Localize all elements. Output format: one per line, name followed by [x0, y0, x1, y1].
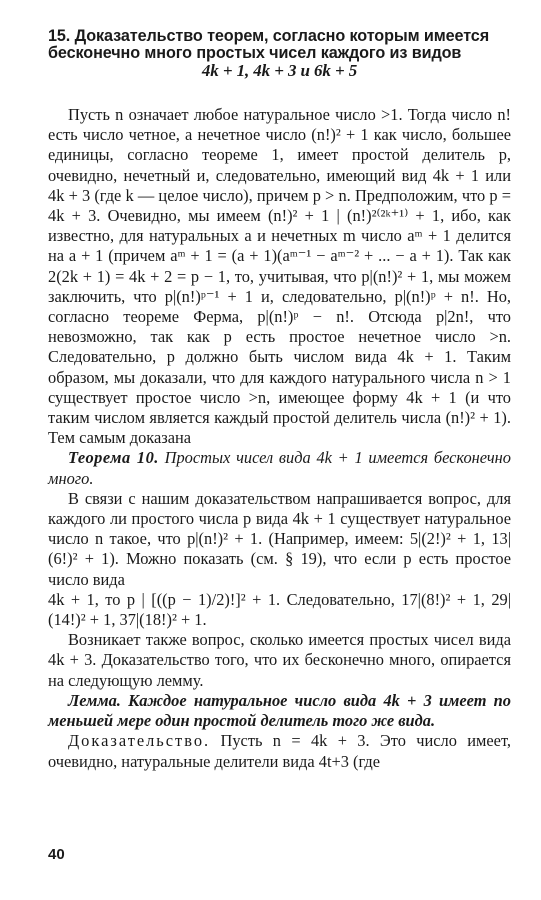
paragraph-formula: 4k + 1, то p | [((p − 1)/2)!]² + 1. Следовательно, 17|(8!)² + 1, 29|(14!)² + 1, 37|(18!)² + 1.: [48, 589, 511, 630]
heading-line-3: 4k + 1, 4k + 3 и 6k + 5: [201, 61, 358, 80]
section-heading: [48, 28, 511, 79]
lemma: [48, 691, 511, 731]
theorem-text: Простых чисел вида 4k + 1 имеется бесконечно много.: [48, 448, 511, 488]
page-number: 40: [48, 846, 65, 863]
paragraph-proof-4k1: Пусть n означает любое натуральное число >1. Тогда число n! есть число четное, а нечетное число (n!)² + 1 как число, большее единицы, согласно теореме 1, имеет простой делитель p, очевидно, нечетный и, следовательно, имеющий вид 4k + 1 или 4k + 3 (где k — целое число), причем p > n. Предположим, что p = 4k + 3. Очевидно, мы имеем (n!)² + 1 | (n!)²⁽²ᵏ⁺¹⁾ + 1, ибо, как известно, для натуральных a и нечетных m число aᵐ + 1 делится на a + 1 (причем aᵐ + 1 = (a + 1)(aᵐ⁻¹ − aᵐ⁻² + ... − a + 1). Так как 2(2k + 1) = 4k + 2 = p − 1, то, учитывая, что p|(n!)² + 1, мы можем заключить, что p|(n!)ᵖ⁻¹ + 1 и, следовательно, p|(n!)ᵖ + n!. Но, согласно теореме Ферма, p|(n!)ᵖ − n!. Отсюда p|2n!, что невозможно, так как p есть простое нечетное число >n. Следовательно, p должно быть числом вида 4k + 1. Таким образом, мы доказали, что для каждого натурального числа n > 1 существует простое число >n, имеющее форму 4k + 1 (и что таким числом является каждый простой делитель числа (n!)² + 1). Тем самым доказана: [48, 105, 511, 448]
theorem-title: Теорема 10.: [68, 448, 159, 468]
proof-label: Доказательство.: [68, 731, 211, 751]
heading-line-2: бесконечно много простых чисел каждого из видов: [48, 44, 462, 62]
paragraph-4k3-question: Возникает также вопрос, сколько имеется простых чисел вида 4k + 3. Доказательство того, что их бесконечно много, опирается на следующую лемму.: [48, 630, 511, 690]
proof-text: Пусть n = 4k + 3. Это число имеет, очевидно, натуральные делители вида 4t+3 (где: [48, 731, 511, 771]
paragraph-question: В связи с нашим доказательством напрашивается вопрос, для каждого ли простого числа p вида 4k + 1 существует натуральное число n такое, что p|(n!)² + 1. (Например, имеем: 5|(2!)² + 1, 13|(6!)² + 1). Можно показать (см. § 19), что если p есть простое число вида: [48, 488, 511, 589]
proof: [48, 731, 511, 771]
theorem-10: [48, 448, 511, 488]
lemma-title: Лемма.: [68, 690, 121, 710]
heading-line-1: 15. Доказательство теорем, согласно которым имеется: [48, 27, 490, 45]
body-text: [48, 105, 511, 772]
lemma-text: Каждое натуральное число вида 4k + 3 имеет по меньшей мере один простой делитель того же вида.: [48, 690, 511, 731]
